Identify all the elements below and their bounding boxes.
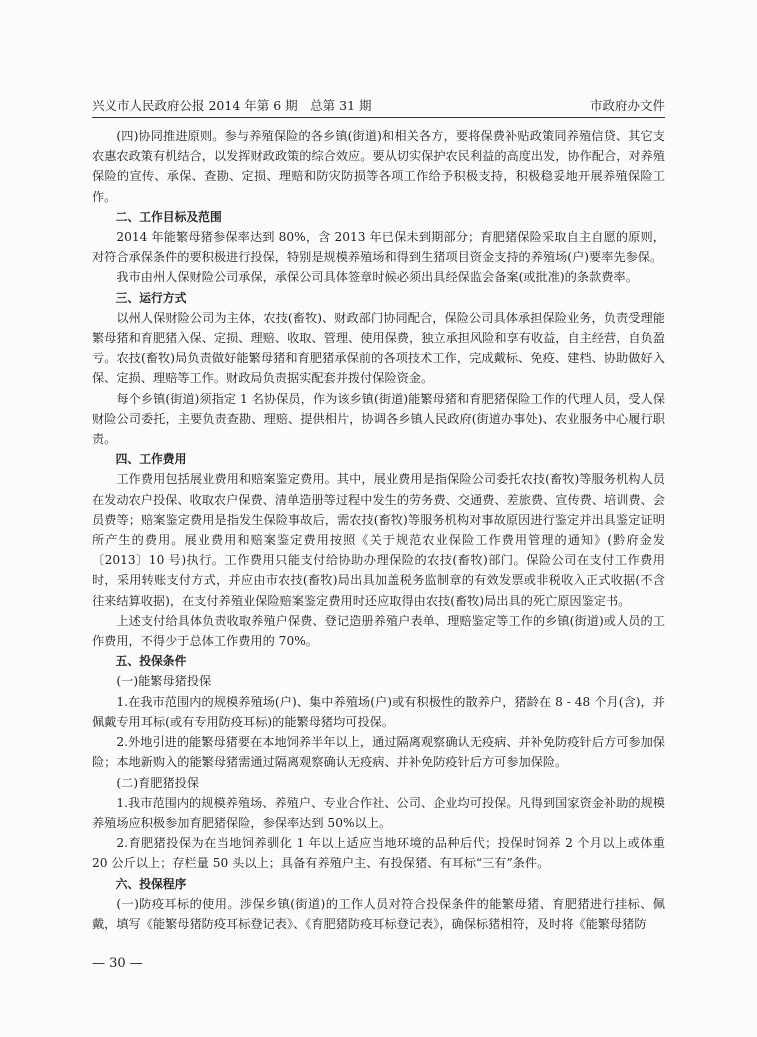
paragraph: 上述支付给具体负责收取养殖户保费、登记造册养殖户表单、理赔鉴定等工作的乡镇(街道)或人员的工作费用，不得少于总体工作费用的 70%。 xyxy=(92,613,665,649)
paragraph: (一)能繁母猪投保 xyxy=(116,674,212,689)
paragraph: 2014 年能繁母猪参保率达到 80%，含 2013 年已保未到期部分；育肥猪保险采取自主自愿的原则，对符合承保条件的要积极进行投保，特别是规模养殖场和得到生猪项目资金支持的养殖场(户)要率先参保。 xyxy=(92,230,665,265)
section-heading: 五、投保条件 xyxy=(115,654,187,669)
header-publication: 兴义市人民政府公报 2014 年第 6 期 总第 31 期 xyxy=(92,98,372,113)
paragraph: 2.外地引进的能繁母猪要在本地饲养半年以上，通过隔离观察确认无疫病、并补免防疫针后方可参加保险；本地新购入的能繁母猪需通过隔离观察确认无疫病、并补免防疫针后方可参加保险。 xyxy=(92,735,665,770)
page-header xyxy=(92,94,665,114)
paragraph: (一)防疫耳标的使用。涉保乡镇(街道)的工作人员对符合投保条件的能繁母猪、育肥猪进行挂标、佩戴，填写《能繁母猪防疫耳标登记表》、《育肥猪防疫耳标登记表》，确保标猪相符，及时将《能繁母猪防 xyxy=(92,896,665,931)
section-heading: 四、工作费用 xyxy=(115,452,187,467)
header-section: 市政府办文件 xyxy=(589,98,665,113)
document-body xyxy=(92,126,665,934)
page-number: — 30 — xyxy=(92,956,143,971)
header-rule xyxy=(92,117,665,118)
paragraph: 每个乡镇(街道)须指定 1 名协保员，作为该乡镇(街道)能繁母猪和育肥猪保险工作的代理人员，受人保财险公司委托，主要负责查勘、理赔、提供相片，协调各乡镇人民政府(街道办事处)、农业服务中心履行职责。 xyxy=(92,391,665,447)
paragraph: 2.育肥猪投保为在当地饲养驯化 1 年以上适应当地环境的品种后代；投保时饲养 2 个月以上或体重 20 公斤以上；存栏量 50 头以上；具备有养殖户主、有投保猪、有耳标“三有”条件。 xyxy=(92,836,665,871)
paragraph: 以州人保财险公司为主体，农技(畜牧)、财政部门协同配合，保险公司具体承担保险业务，负责受理能繁母猪和育肥猪入保、定损、理赔、收取、管理、使用保费，独立承担风险和享有收益，自主经营，自负盈亏。农技(畜牧)局负责做好能繁母猪和育肥猪承保前的各项技术工作，完成戴标、免疫、建档、协助做好入保、定损、理赔等工作。财政局负责据实配套并拨付保险资金。 xyxy=(92,310,665,386)
section-heading: 三、运行方式 xyxy=(115,290,187,305)
paragraph: (二)育肥猪投保 xyxy=(116,775,200,790)
paragraph: 我市由州人保财险公司承保，承保公司具体签章时候必须出具经保监会备案(或批准)的条款费率。 xyxy=(116,270,638,285)
section-heading: 六、投保程序 xyxy=(115,876,187,891)
paragraph: (四)协同推进原则。参与养殖保险的各乡镇(街道)和相关各方，要将保费补贴政策同养殖信贷、其它支农惠农政策有机结合，以发挥财政政策的综合效应。要从切实保护农民利益的高度出发，协作配合，对养殖保险的宣传、承保、查勘、定损、理赔和防灾防损等各项工作给予积极支持，积极稳妥地开展养殖保险工作。 xyxy=(92,129,665,204)
section-heading: 二、工作目标及范围 xyxy=(115,209,222,224)
paragraph: 1.我市范围内的规模养殖场、养殖户、专业合作社、公司、企业均可投保。凡得到国家资金补助的规模养殖场应积极参加育肥猪保险，参保率达到 50%以上。 xyxy=(92,795,665,830)
paragraph: 1.在我市范围内的规模养殖场(户)、集中养殖场(户)或有积极性的散养户，猪龄在 8 - 48 个月(含)，并佩戴专用耳标(或有专用防疫耳标)的能繁母猪均可投保。 xyxy=(92,694,665,729)
paragraph: 工作费用包括展业费用和赔案鉴定费用。其中，展业费用是指保险公司委托农技(畜牧)等服务机构人员在发动农户投保、收取农户保费、清单造册等过程中发生的劳务费、交通费、差旅费、宣传费、培训费、会员费等；赔案鉴定费用是指发生保险事故后，需农技(畜牧)等服务机构对事故原因进行鉴定并出具鉴定证明所产生的费用。展业费用和赔案鉴定费用按照《关于规范农业保险工作费用管理的通知》(黔府金发〔2013〕10 号)执行。工作费用只能支付给协助办理保险的农技(畜牧)部门。保险公司在支付工作费用时，采用转账支付方式，并应由市农技(畜牧)局出具加盖税务监制章的有效发票或非税收入正式收据(不含往来结算收据)，在支付养殖业保险赔案鉴定费用时还应取得由农技(畜牧)局出具的死亡原因鉴定书。 xyxy=(92,472,665,608)
